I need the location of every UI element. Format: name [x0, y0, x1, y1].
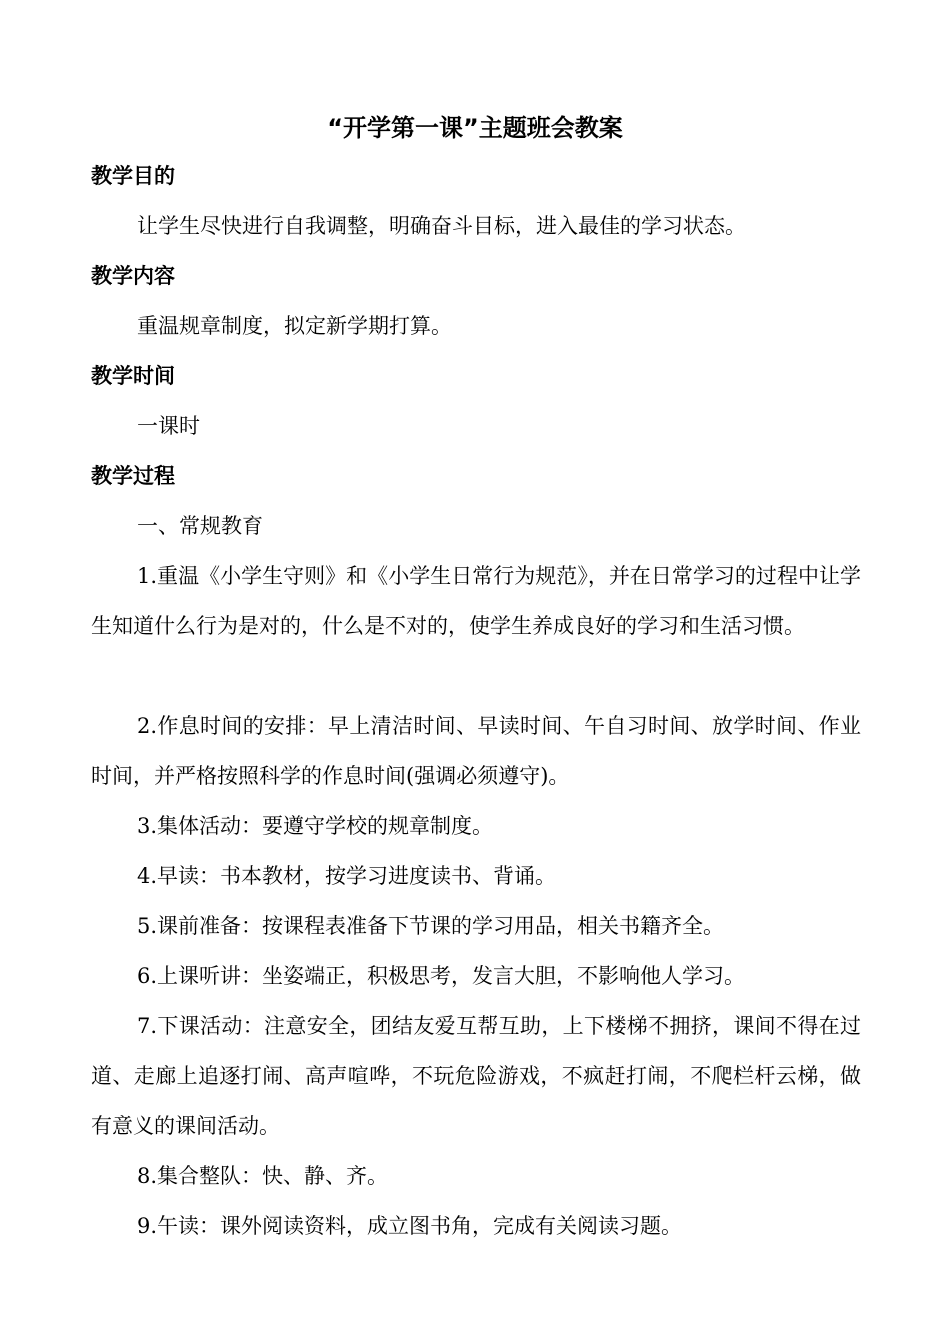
process-subheading: 一、常规教育 [137, 514, 263, 538]
process-item-3: 3.集体活动：要遵守学校的规章制度。 [137, 814, 494, 838]
process-item-5: 5.课前准备：按课程表准备下节课的学习用品，相关书籍齐全。 [137, 914, 725, 938]
section-heading-purpose: 教学目的 [91, 164, 175, 188]
content-paragraph: 重温规章制度，拟定新学期打算。 [137, 314, 452, 338]
process-item-6: 6.上课听讲：坐姿端正，积极思考，发言大胆，不影响他人学习。 [137, 964, 746, 988]
process-item-2: 2.作息时间的安排：早上清洁时间、早读时间、午自习时间、放学时间、作业时间，并严格按照科学的作息时间(强调必须遵守)。 [91, 714, 861, 788]
document-title: “开学第一课”主题班会教案 [327, 114, 623, 142]
process-item-4: 4.早读：书本教材，按学习进度读书、背诵。 [137, 864, 557, 888]
process-item-9: 9.午读：课外阅读资料，成立图书角，完成有关阅读习题。 [137, 1214, 683, 1238]
section-heading-content: 教学内容 [91, 264, 175, 288]
process-item-8: 8.集合整队：快、静、齐。 [137, 1164, 389, 1188]
time-paragraph: 一课时 [137, 414, 200, 438]
process-item-1: 1.重温《小学生守则》和《小学生日常行为规范》，并在日常学习的过程中让学生知道什么行为是对的，什么是不对的，使学生养成良好的学习和生活习惯。 [91, 564, 861, 638]
section-heading-time: 教学时间 [91, 364, 175, 388]
purpose-paragraph: 让学生尽快进行自我调整，明确奋斗目标，进入最佳的学习状态。 [137, 214, 746, 238]
process-item-7: 7.下课活动：注意安全，团结友爱互帮互助，上下楼梯不拥挤，课间不得在过道、走廊上追逐打闹、高声喧哗，不玩危险游戏，不疯赶打闹，不爬栏杆云梯，做有意义的课间活动。 [91, 1014, 861, 1138]
section-heading-process: 教学过程 [91, 464, 175, 488]
